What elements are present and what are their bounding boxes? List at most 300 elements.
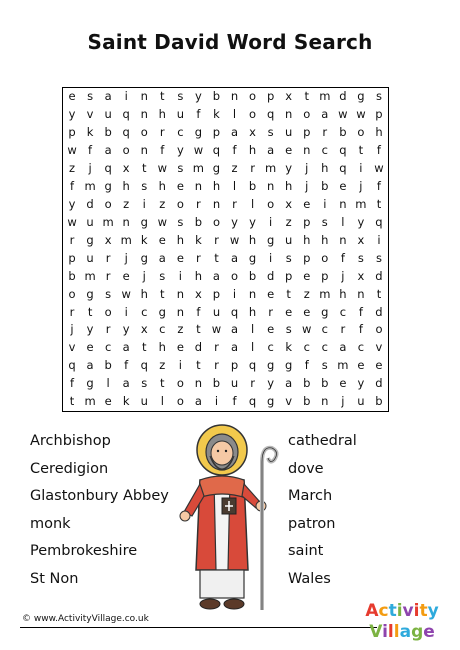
grid-letter: j: [124, 250, 128, 265]
grid-letter: b: [248, 178, 257, 193]
page-title: Saint David Word Search: [87, 30, 373, 54]
grid-letter: p: [303, 214, 311, 229]
grid-letter: o: [212, 214, 220, 229]
word-list-left: [30, 432, 169, 597]
grid-letter: k: [213, 107, 220, 122]
grid-letter: m: [192, 160, 204, 175]
word-list-item: St Non: [30, 570, 79, 587]
grid-letter: x: [285, 89, 293, 104]
grid-letter: c: [141, 304, 148, 319]
grid-letter: t: [160, 286, 165, 301]
grid-letter: j: [341, 394, 345, 409]
grid-letter: b: [248, 268, 257, 283]
grid-letter: c: [303, 340, 310, 355]
grid-letter: d: [339, 89, 347, 104]
grid-letter: e: [303, 196, 311, 211]
grid-letter: s: [321, 358, 328, 373]
grid-letter: g: [194, 125, 203, 140]
grid-letter: e: [357, 358, 365, 373]
grid-letter: x: [249, 125, 256, 140]
grid-letter: r: [105, 322, 111, 337]
grid-letter: l: [250, 322, 255, 337]
grid-letter: c: [177, 125, 184, 140]
grid-letter: k: [86, 125, 94, 140]
grid-letter: o: [68, 286, 76, 301]
grid-letter: s: [285, 250, 292, 265]
grid-letter: r: [340, 322, 346, 337]
grid-letter: j: [359, 178, 363, 193]
grid-letter: q: [140, 358, 148, 373]
grid-letter: a: [230, 250, 239, 265]
grid-letter: e: [158, 232, 166, 247]
grid-letter: i: [359, 160, 363, 175]
grid-letter: h: [140, 286, 148, 301]
grid-letter: p: [266, 89, 275, 104]
grid-letter: n: [285, 107, 293, 122]
grid-letter: m: [84, 268, 96, 283]
grid-letter: y: [122, 322, 130, 337]
grid-letter: i: [124, 304, 128, 319]
grid-letter: h: [194, 268, 203, 283]
grid-letter: k: [195, 232, 202, 247]
grid-letter: g: [248, 250, 257, 265]
word-list-item: cathedral: [288, 433, 357, 449]
grid-letter: r: [214, 358, 219, 373]
grid-letter: j: [305, 178, 309, 193]
grid-letter: o: [321, 250, 329, 265]
grid-letter: b: [339, 125, 347, 140]
grid-letter: o: [104, 304, 112, 319]
grid-letter: c: [104, 340, 112, 355]
grid-letter: a: [230, 340, 239, 355]
grid-letter: x: [357, 232, 365, 247]
grid-letter: s: [357, 250, 364, 265]
word-list-item: monk: [30, 515, 71, 532]
grid-letter: a: [86, 358, 94, 373]
grid-letter: s: [141, 376, 148, 391]
grid-letter: r: [196, 196, 201, 211]
grid-letter: c: [321, 143, 328, 158]
grid-letter: m: [319, 89, 331, 104]
grid-letter: u: [86, 214, 94, 229]
grid-letter: s: [267, 125, 274, 140]
grid-letter: b: [68, 268, 76, 283]
grid-letter: n: [303, 143, 311, 158]
grid-letter: e: [104, 394, 112, 409]
grid-letter: u: [104, 107, 112, 122]
grid-letter: q: [266, 107, 275, 122]
grid-letter: w: [338, 107, 348, 122]
grid-letter: j: [88, 160, 92, 175]
grid-letter: c: [339, 304, 347, 319]
grid-letter: r: [268, 304, 273, 319]
grid-letter: p: [375, 107, 383, 122]
grid-letter: y: [357, 214, 365, 229]
grid-letter: w: [302, 322, 312, 337]
grid-letter: m: [355, 196, 367, 211]
grid-letter: e: [122, 268, 130, 283]
grid-letter: i: [232, 286, 237, 301]
grid-letter: y: [231, 214, 238, 229]
grid-letter: z: [285, 214, 292, 229]
grid-letter: t: [376, 196, 382, 211]
grid-letter: y: [249, 214, 256, 229]
grid-letter: e: [285, 143, 293, 158]
grid-letter: a: [104, 143, 112, 158]
grid-letter: y: [285, 160, 293, 175]
grid-letter: z: [159, 358, 166, 373]
word-search-grid: [62, 87, 389, 412]
word-list-item: patron: [288, 515, 336, 532]
grid-letter: t: [196, 322, 201, 337]
grid-letter: g: [266, 394, 275, 409]
footer-url: © www.ActivityVillage.co.uk: [22, 614, 153, 625]
grid-letter: z: [177, 322, 184, 337]
grid-letter: z: [69, 160, 76, 175]
word-list-item: saint: [288, 543, 324, 559]
grid-letter: b: [303, 394, 311, 409]
grid-letter: g: [86, 376, 94, 391]
grid-letter: z: [231, 160, 238, 175]
grid-letter: v: [86, 107, 94, 122]
grid-letter: u: [357, 394, 365, 409]
grid-letter: r: [322, 125, 328, 140]
grid-letter: f: [196, 107, 201, 122]
grid-letter: h: [122, 178, 130, 193]
grid-letter: x: [195, 286, 202, 301]
grid-letter: k: [140, 232, 148, 247]
grid-letter: e: [267, 286, 275, 301]
word-list-item: Glastonbury Abbey: [30, 488, 169, 504]
grid-letter: l: [250, 340, 255, 355]
grid-letter: w: [157, 214, 167, 229]
grid-letter: b: [303, 376, 311, 391]
grid-letter: f: [69, 178, 75, 193]
grid-letter: p: [303, 250, 311, 265]
grid-letter: e: [303, 268, 311, 283]
grid-letter: g: [86, 232, 94, 247]
grid-letter: l: [250, 196, 255, 211]
grid-letter: r: [69, 304, 75, 319]
svg-text:Village: Village: [369, 622, 435, 642]
grid-letter: n: [212, 196, 221, 211]
grid-letter: s: [285, 322, 292, 337]
grid-letter: e: [267, 322, 275, 337]
grid-letter: x: [122, 160, 130, 175]
grid-letter: h: [248, 304, 257, 319]
grid-letter: s: [375, 89, 382, 104]
grid-letter: g: [104, 178, 112, 193]
grid-letter: t: [141, 340, 147, 355]
grid-letter: t: [69, 394, 75, 409]
grid-letter: w: [356, 107, 366, 122]
grid-letter: h: [321, 232, 329, 247]
grid-letter: w: [67, 214, 77, 229]
grid-letter: w: [121, 286, 131, 301]
grid-letter: n: [194, 376, 203, 391]
grid-letter: a: [230, 125, 239, 140]
grid-letter: t: [214, 250, 219, 265]
grid-letter: s: [141, 178, 148, 193]
word-list-item: March: [288, 488, 333, 504]
grid-letter: s: [177, 89, 184, 104]
grid-letter: q: [375, 214, 383, 229]
grid-letter: n: [321, 394, 329, 409]
grid-letter: g: [86, 286, 94, 301]
grid-letter: s: [375, 250, 382, 265]
grid-letter: g: [158, 304, 166, 319]
grid-letter: i: [377, 232, 381, 247]
grid-letter: x: [140, 322, 148, 337]
grid-letter: o: [375, 322, 383, 337]
grid-letter: p: [212, 125, 221, 140]
grid-letter: q: [230, 304, 239, 319]
grid-letter: m: [102, 214, 114, 229]
grid-letter: g: [321, 304, 329, 319]
grid-letter: i: [269, 214, 273, 229]
grid-letter: f: [376, 143, 381, 158]
grid-letter: g: [140, 214, 148, 229]
grid-letter: f: [376, 178, 381, 193]
grid-letter: o: [357, 125, 365, 140]
grid-letter: e: [303, 304, 311, 319]
grid-letter: k: [285, 340, 293, 355]
grid-letter: o: [303, 107, 311, 122]
grid-letter: y: [68, 196, 76, 211]
grid-letter: b: [194, 214, 203, 229]
grid-letter: m: [84, 178, 96, 193]
grid-letter: g: [266, 232, 275, 247]
grid-letter: t: [160, 376, 165, 391]
grid-letter: n: [266, 178, 275, 193]
svg-text:Activity: Activity: [365, 601, 439, 621]
grid-letter: e: [375, 358, 383, 373]
grid-letter: d: [375, 376, 383, 391]
grid-letter: i: [269, 250, 273, 265]
grid-letter: s: [105, 286, 112, 301]
grid-letter: i: [142, 196, 146, 211]
grid-letter: h: [248, 143, 257, 158]
grid-letter: b: [321, 376, 329, 391]
grid-letter: x: [357, 268, 365, 283]
grid-letter: r: [250, 160, 255, 175]
grid-letter: a: [339, 340, 347, 355]
word-list-right: [288, 432, 357, 597]
grid-letter: s: [177, 160, 184, 175]
grid-letter: a: [321, 107, 329, 122]
grid-letter: e: [68, 89, 76, 104]
grid-letter: m: [319, 286, 331, 301]
grid-letter: n: [140, 107, 148, 122]
grid-letter: s: [321, 214, 328, 229]
grid-letter: o: [176, 376, 184, 391]
grid-letter: f: [340, 250, 345, 265]
grid-letter: w: [229, 232, 240, 247]
grid-letter: a: [267, 143, 275, 158]
grid-letter: g: [140, 250, 148, 265]
grid-letter: y: [357, 376, 365, 391]
grid-letter: f: [232, 143, 237, 158]
footer-rule: [20, 627, 377, 628]
grid-letter: p: [321, 268, 329, 283]
grid-letter: h: [375, 125, 383, 140]
grid-letter: o: [249, 107, 257, 122]
grid-letter: c: [357, 340, 365, 355]
word-list-item: Pembrokeshire: [30, 543, 138, 559]
grid-letter: t: [286, 286, 291, 301]
grid-letter: f: [358, 304, 363, 319]
word-list-item: dove: [288, 460, 324, 477]
grid-letter: c: [159, 322, 166, 337]
grid-letter: n: [140, 89, 148, 104]
grid-letter: f: [232, 394, 237, 409]
grid-letter: x: [285, 196, 293, 211]
grid-letter: i: [323, 196, 327, 211]
grid-letter: h: [158, 178, 166, 193]
grid-letter: o: [230, 268, 239, 283]
grid-letter: m: [337, 358, 349, 373]
grid-letter: f: [69, 376, 75, 391]
grid-letter: e: [176, 250, 184, 265]
saint-david-illustration: [170, 420, 285, 625]
grid-letter: m: [84, 394, 96, 409]
grid-letter: s: [177, 214, 184, 229]
grid-letter: p: [68, 250, 76, 265]
grid-letter: q: [122, 125, 130, 140]
grid-letter: h: [303, 232, 311, 247]
grid-letter: a: [158, 250, 166, 265]
grid-letter: s: [159, 268, 166, 283]
grid-letter: k: [122, 394, 130, 409]
grid-letter: t: [141, 160, 147, 175]
grid-letter: u: [86, 250, 94, 265]
grid-letter: r: [232, 196, 237, 211]
grid-letter: n: [176, 304, 184, 319]
grid-letter: x: [104, 232, 112, 247]
grid-letter: l: [160, 394, 164, 409]
grid-letter: o: [176, 394, 184, 409]
grid-letter: l: [341, 214, 345, 229]
grid-letter: n: [230, 89, 239, 104]
grid-letter: w: [67, 143, 77, 158]
grid-letter: y: [68, 107, 76, 122]
grid-letter: h: [212, 178, 221, 193]
grid-letter: z: [159, 196, 166, 211]
grid-letter: p: [68, 125, 76, 140]
grid-letter: z: [303, 286, 310, 301]
grid-letter: t: [304, 89, 309, 104]
grid-letter: f: [358, 322, 363, 337]
grid-letter: a: [194, 394, 202, 409]
grid-letter: h: [339, 286, 347, 301]
grid-letter: n: [194, 178, 203, 193]
grid-letter: b: [375, 394, 383, 409]
grid-letter: j: [305, 160, 309, 175]
grid-letter: v: [375, 340, 383, 355]
grid-letter: o: [140, 125, 148, 140]
grid-letter: r: [105, 250, 111, 265]
grid-letter: h: [248, 232, 257, 247]
grid-letter: b: [321, 178, 329, 193]
grid-letter: f: [88, 143, 93, 158]
grid-letter: j: [70, 322, 74, 337]
grid-letter: m: [265, 160, 277, 175]
grid-letter: w: [374, 160, 384, 175]
grid-letter: n: [339, 232, 347, 247]
grid-letter: o: [249, 89, 257, 104]
grid-letter: r: [214, 232, 219, 247]
grid-letter: t: [196, 358, 201, 373]
grid-letter: t: [376, 286, 382, 301]
grid-letter: i: [214, 394, 219, 409]
grid-letter: r: [105, 268, 111, 283]
grid-letter: q: [248, 394, 257, 409]
grid-letter: r: [214, 340, 219, 355]
grid-letter: i: [124, 89, 128, 104]
grid-letter: o: [176, 196, 184, 211]
grid-letter: u: [230, 376, 239, 391]
grid-letter: h: [285, 178, 293, 193]
grid-letter: i: [178, 358, 182, 373]
grid-letter: p: [230, 358, 239, 373]
grid-letter: c: [267, 340, 274, 355]
grid-letter: u: [285, 125, 293, 140]
word-list-item: Archbishop: [30, 433, 111, 449]
grid-letter: f: [196, 304, 201, 319]
grid-letter: w: [211, 322, 222, 337]
grid-letter: d: [86, 196, 94, 211]
grid-letter: d: [266, 268, 275, 283]
grid-letter: q: [339, 143, 347, 158]
grid-letter: l: [232, 107, 237, 122]
grid-letter: f: [124, 358, 129, 373]
grid-letter: w: [193, 143, 204, 158]
grid-letter: t: [358, 143, 364, 158]
grid-letter: p: [303, 125, 311, 140]
grid-letter: l: [106, 376, 110, 391]
grid-letter: r: [69, 232, 75, 247]
grid-letter: h: [321, 160, 329, 175]
grid-letter: e: [176, 178, 184, 193]
grid-letter: h: [158, 340, 166, 355]
grid-letter: a: [122, 340, 130, 355]
grid-letter: v: [68, 340, 76, 355]
activity-village-logo: [360, 598, 444, 642]
grid-letter: a: [230, 322, 239, 337]
grid-letter: q: [104, 160, 112, 175]
grid-letter: n: [122, 214, 130, 229]
grid-letter: o: [122, 143, 130, 158]
grid-letter: b: [104, 125, 112, 140]
grid-letter: e: [285, 304, 293, 319]
grid-letter: g: [212, 160, 221, 175]
grid-letter: w: [157, 160, 167, 175]
grid-letter: p: [285, 268, 293, 283]
grid-letter: n: [339, 196, 347, 211]
grid-letter: y: [176, 143, 184, 158]
grid-letter: h: [176, 232, 184, 247]
grid-letter: o: [267, 196, 275, 211]
grid-letter: c: [321, 322, 328, 337]
grid-letter: o: [104, 196, 112, 211]
grid-letter: g: [285, 358, 293, 373]
grid-letter: y: [267, 376, 275, 391]
grid-letter: f: [160, 143, 165, 158]
grid-letter: q: [212, 143, 221, 158]
word-list-item: Ceredigion: [30, 460, 109, 477]
grid-letter: e: [86, 340, 94, 355]
grid-letter: a: [285, 376, 293, 391]
